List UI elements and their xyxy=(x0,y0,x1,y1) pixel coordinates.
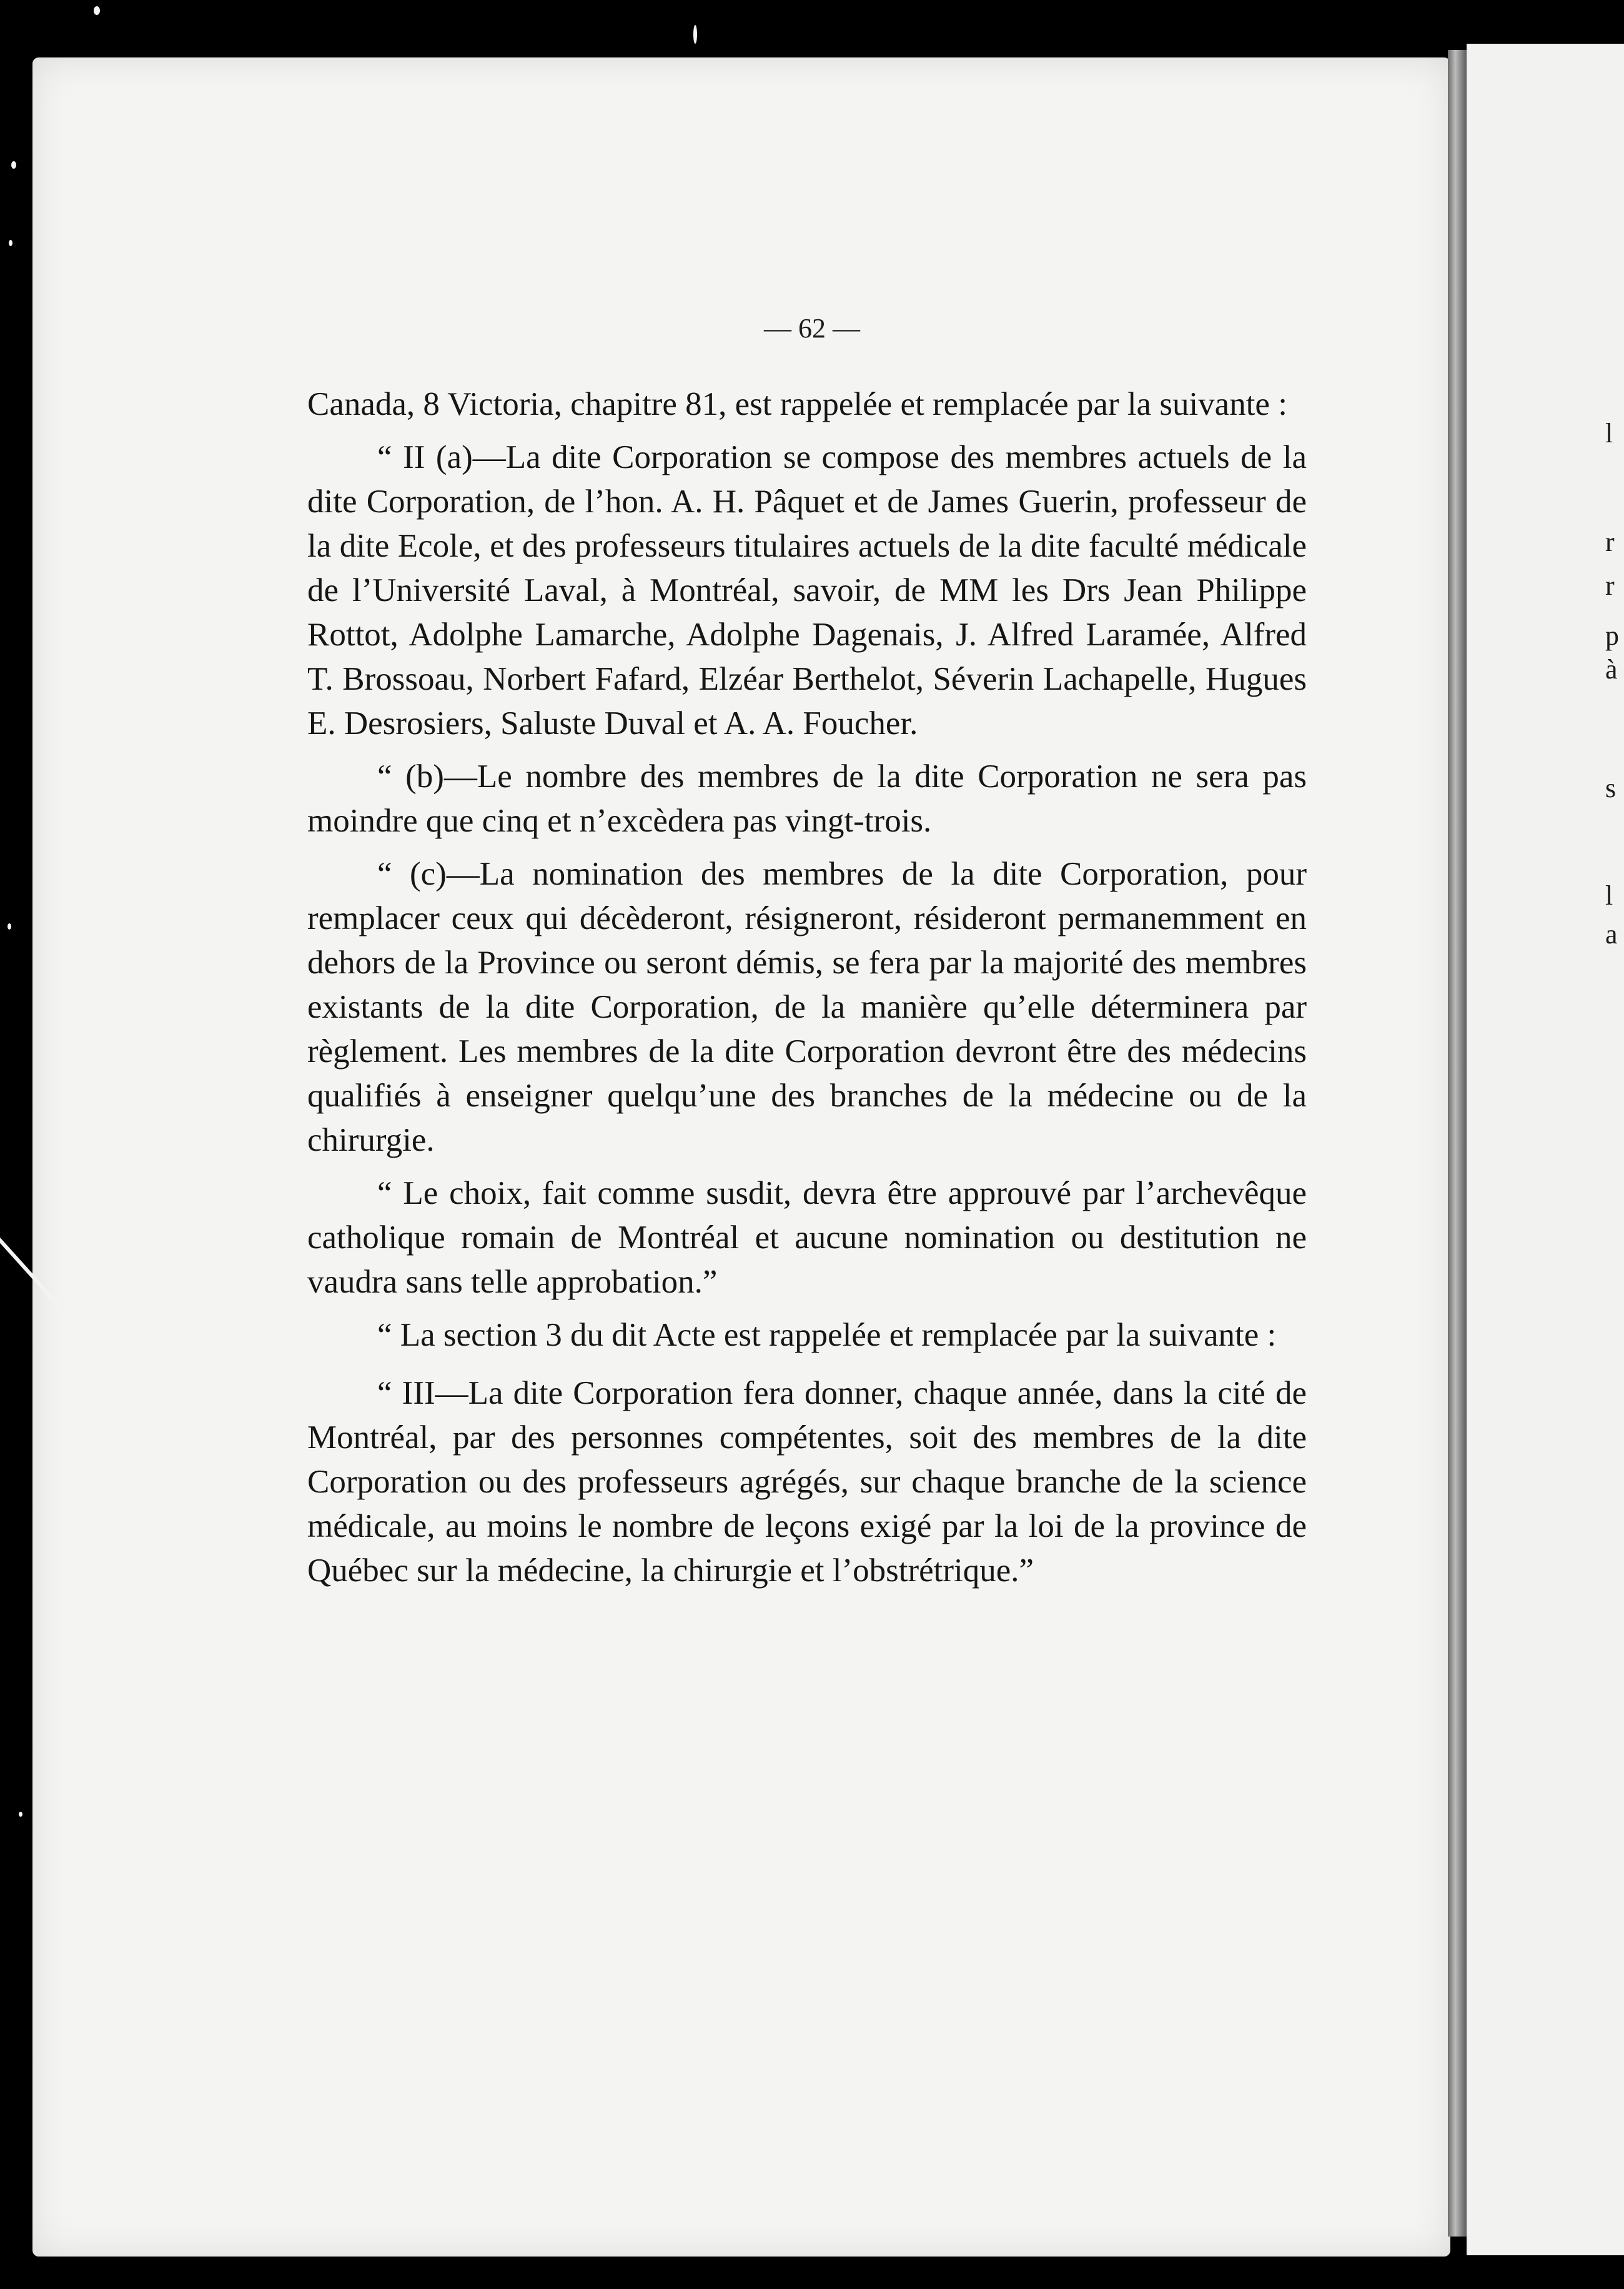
paragraph: “ (c)—La nomination des membres de la dite Corporation, pour remplacer ceux qui décèderont, résigneront, résideront permanemment en dehors de la Province ou seront démis, se fera par la majorité des membres existants de la dite Corporation, de la manière qu’elle déterminera par règlement. Les membres de la dite Corporation devront être des médecins qualifiés à enseigner quelqu’une des branches de la médecine ou de la chirurgie. xyxy=(307,856,1307,1158)
speck xyxy=(9,240,12,246)
fragment: p xyxy=(1605,620,1619,651)
book-gutter xyxy=(1448,50,1467,2237)
paragraph: “ Le choix, fait comme susdit, devra être approuvé par l’archevêque catholique romain de Montréal et aucune nomination ou destitution ne vaudra sans telle approbation.” xyxy=(307,1175,1307,1300)
paragraph: “ II (a)—La dite Corporation se compose des membres actuels de la dite Corporation, de l’hon. A. H. Pâquet et de James Guerin, professeur de la dite Ecole, et des professeurs titulaires actuels de la dite faculté médicale de l’Université Laval, à Montréal, savoir, de MM les Drs Jean Philippe Rottot, Adolphe Lamarche, Adolphe Dagenais, J. Alfred Laramée, Alfred T. Brossoau, Norbert Fafard, Elzéar Berthelot, Séverin Lachapelle, Hugues E. Desrosiers, Saluste Duval et A. A. Foucher. xyxy=(307,439,1307,742)
right-page-edge xyxy=(1467,44,1624,2255)
fragment: l xyxy=(1605,418,1613,449)
speck xyxy=(94,6,100,15)
speck xyxy=(693,25,697,44)
fragment: s xyxy=(1605,773,1617,803)
fragment: l xyxy=(1605,880,1613,911)
paragraph: “ La section 3 du dit Acte est rappelée et remplacée par la suivante : xyxy=(377,1317,1277,1353)
speck xyxy=(19,1812,22,1817)
fragment: à xyxy=(1605,654,1618,685)
paragraph: “ III—La dite Corporation fera donner, chaque année, dans la cité de Montréal, par des personnes compétentes, soit des membres de la dite Corporation ou des professeurs agrégés, sur chaque branche de la science médicale, au moins le nombre de leçons exigé par la loi de la province de Québec sur la médecine, la chirurgie et l’obstrétrique.” xyxy=(307,1375,1307,1589)
body-text xyxy=(307,382,1307,1602)
fragment: r xyxy=(1605,527,1615,557)
paragraph: “ (b)—Le nombre des membres de la dite Corporation ne sera pas moindre que cinq et n’excèdera pas vingt-trois. xyxy=(307,758,1307,839)
speck xyxy=(11,161,16,169)
paragraph: Canada, 8 Victoria, chapitre 81, est rappelée et remplacée par la suivante : xyxy=(307,386,1287,422)
adjacent-page-text xyxy=(1605,0,1624,2289)
page-number: — 62 — xyxy=(764,313,860,344)
fragment: r xyxy=(1605,570,1615,601)
fragment: a xyxy=(1605,919,1618,950)
speck xyxy=(7,923,11,930)
